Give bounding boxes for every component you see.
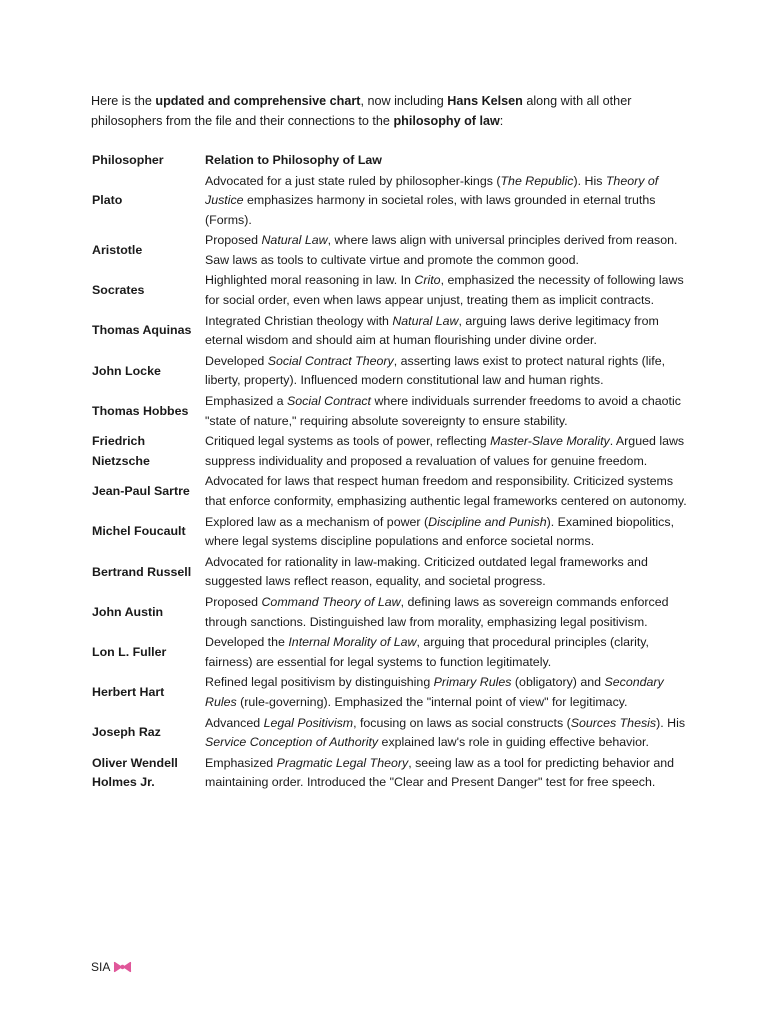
- table-row: [87, 271, 695, 311]
- relation-run: (rule-governing). Emphasized the "internal point of view" for legitimacy.: [236, 694, 628, 709]
- relation-run: . Argued laws suppress individuality and proposed a revaluation of values for genuine freedom.: [205, 434, 685, 468]
- table-row: [87, 633, 695, 673]
- philosophers-table: [87, 151, 695, 793]
- relation-run: Pragmatic Legal Theory: [276, 755, 409, 770]
- philosopher-relation: [200, 171, 695, 231]
- bow-icon: [113, 960, 132, 974]
- relation-run: (obligatory) and: [511, 675, 605, 690]
- footer-label: SIA: [91, 960, 111, 974]
- intro-run: Hans Kelsen: [447, 94, 523, 108]
- relation-run: , arguing that procedural principles (clarity, fairness) are essential for legal systems to function legitimately.: [205, 635, 650, 669]
- philosopher-name: Oliver Wendell Holmes Jr.: [92, 755, 178, 790]
- philosopher-relation: [200, 673, 695, 713]
- relation-run: Emphasized a: [205, 394, 287, 409]
- relation-run: , asserting laws exist to protect natural rights (life, liberty, property). Influenced modern constitutional law and human rights.: [205, 353, 666, 388]
- relation-run: Secondary Rules: [205, 675, 664, 709]
- relation-run: Sources Thesis: [570, 715, 657, 730]
- philosopher-name: Plato: [92, 193, 123, 208]
- philosopher-relation: [200, 432, 695, 472]
- relation-run: where individuals surrender freedoms to avoid a chaotic "state of nature," requiring absolute sovereignty to ensure stability.: [205, 394, 681, 428]
- relation-run: Advocated for rationality in law-making. Criticized outdated legal frameworks and suggested laws reflect reason, equality, and societal progress.: [205, 554, 648, 589]
- relation-run: ). Examined biopolitics, where legal systems discipline populations and enforce societal norms.: [205, 514, 675, 549]
- relation-run: , emphasized the necessity of following laws for social order, even when laws appear unjust, treating them as implicit contracts.: [205, 273, 684, 308]
- relation-run: , where laws align with universal principles derived from reason. Saw laws as tools to cultivate virtue and promote the common good.: [205, 233, 678, 267]
- philosopher-relation: [200, 753, 695, 793]
- relation-run: , seeing law as a tool for predicting behavior and maintaining order. Introduced the "Clear and Present Danger" test for free speech.: [205, 755, 675, 790]
- relation-run: explained law's role in guiding effective behavior.: [378, 735, 649, 750]
- philosopher-name: Jean-Paul Sartre: [92, 484, 190, 499]
- philosopher-relation: [200, 392, 695, 432]
- relation-run: Master-Slave Morality: [490, 434, 610, 449]
- relation-run: Discipline and Punish: [428, 514, 547, 529]
- table-row: [87, 311, 695, 351]
- intro-run: , now including: [360, 94, 448, 108]
- philosopher-relation: [200, 713, 695, 753]
- philosopher-relation: [200, 271, 695, 311]
- table-row: [87, 552, 695, 592]
- philosopher-name: Herbert Hart: [92, 685, 165, 700]
- table-row: [87, 392, 695, 432]
- relation-run: Refined legal positivism by distinguishing: [205, 675, 434, 690]
- relation-run: Advocated for a just state ruled by philosopher-kings (: [205, 173, 501, 188]
- relation-run: Explored law as a mechanism of power (: [205, 514, 429, 529]
- relation-run: , focusing on laws as social constructs (: [353, 715, 571, 730]
- table-row: [87, 351, 695, 391]
- intro-run: :: [499, 114, 504, 128]
- relation-run: Natural Law: [261, 233, 328, 248]
- footer: [91, 960, 132, 974]
- relation-run: Integrated Christian theology with: [205, 313, 393, 328]
- relation-run: Highlighted moral reasoning in law. In: [205, 273, 415, 288]
- header-philosopher: Philosopher: [92, 153, 164, 168]
- table-row: [87, 713, 695, 753]
- philosopher-relation: [200, 351, 695, 391]
- relation-run: Primary Rules: [433, 675, 512, 690]
- relation-run: Proposed: [205, 594, 262, 609]
- relation-run: Critiqued legal systems as tools of power, reflecting: [205, 434, 491, 449]
- philosopher-name: Michel Foucault: [92, 524, 186, 539]
- table-row: [87, 512, 695, 552]
- intro-run: along with all other philosophers from the file and their connections to the: [91, 94, 632, 128]
- philosopher-relation: [200, 231, 695, 271]
- philosopher-name: Lon L. Fuller: [92, 644, 167, 659]
- intro-run: updated and comprehensive chart: [155, 94, 361, 108]
- philosopher-name: Thomas Hobbes: [92, 403, 189, 418]
- table-row: [87, 231, 695, 271]
- relation-run: Advanced: [205, 715, 264, 730]
- relation-run: Theory of Justice: [205, 173, 659, 208]
- intro-run: Here is the: [91, 94, 156, 108]
- relation-run: Natural Law: [392, 313, 459, 328]
- relation-run: Developed: [205, 353, 268, 368]
- relation-run: emphasizes harmony in societal roles, with laws grounded in eternal truths (Forms).: [205, 193, 656, 227]
- philosopher-name: Thomas Aquinas: [92, 323, 192, 338]
- intro-paragraph: [91, 91, 691, 131]
- table-row: [87, 592, 695, 632]
- relation-run: , defining laws as sovereign commands enforced through sanctions. Distinguished law from morality, emphasizing legal positivism.: [205, 594, 669, 629]
- table-header-row: [87, 151, 695, 171]
- table-row: [87, 673, 695, 713]
- philosopher-name: Socrates: [92, 283, 145, 298]
- philosopher-name: Friedrich Nietzsche: [92, 434, 150, 468]
- relation-run: Social Contract Theory: [267, 353, 394, 368]
- relation-run: Developed the: [205, 635, 289, 650]
- relation-run: Emphasized: [205, 755, 277, 770]
- philosopher-relation: [200, 552, 695, 592]
- philosopher-name: Bertrand Russell: [92, 564, 192, 579]
- relation-run: Legal Positivism: [263, 715, 354, 730]
- relation-run: , arguing laws derive legitimacy from eternal wisdom and should aim at human flourishing under divine order.: [205, 313, 659, 348]
- relation-run: Internal Morality of Law: [288, 635, 417, 650]
- header-relation: Relation to Philosophy of Law: [205, 153, 382, 168]
- relation-run: ). His: [573, 173, 606, 188]
- philosopher-relation: [200, 512, 695, 552]
- relation-run: Proposed: [205, 233, 262, 248]
- philosopher-name: John Austin: [92, 604, 164, 619]
- philosopher-name: Joseph Raz: [92, 725, 161, 740]
- relation-run: Command Theory of Law: [261, 594, 401, 609]
- relation-run: Crito: [414, 273, 441, 288]
- philosopher-relation: [200, 311, 695, 351]
- relation-run: The Republic: [500, 173, 574, 188]
- relation-run: Social Contract: [286, 394, 371, 409]
- table-row: [87, 472, 695, 512]
- intro-run: philosophy of law: [393, 114, 500, 128]
- table-row: [87, 432, 695, 472]
- relation-run: ). His: [656, 715, 686, 730]
- relation-run: Advocated for laws that respect human freedom and responsibility. Criticized systems that enforce conformity, emphasizing authentic legal frameworks centered on autonomy.: [205, 474, 687, 508]
- philosopher-relation: [200, 472, 695, 512]
- philosopher-name: Aristotle: [92, 243, 143, 258]
- philosopher-relation: [200, 633, 695, 673]
- philosopher-name: John Locke: [92, 363, 161, 378]
- table-row: [87, 753, 695, 793]
- philosopher-relation: [200, 592, 695, 632]
- relation-run: Service Conception of Authority: [205, 735, 379, 750]
- table-row: [87, 171, 695, 231]
